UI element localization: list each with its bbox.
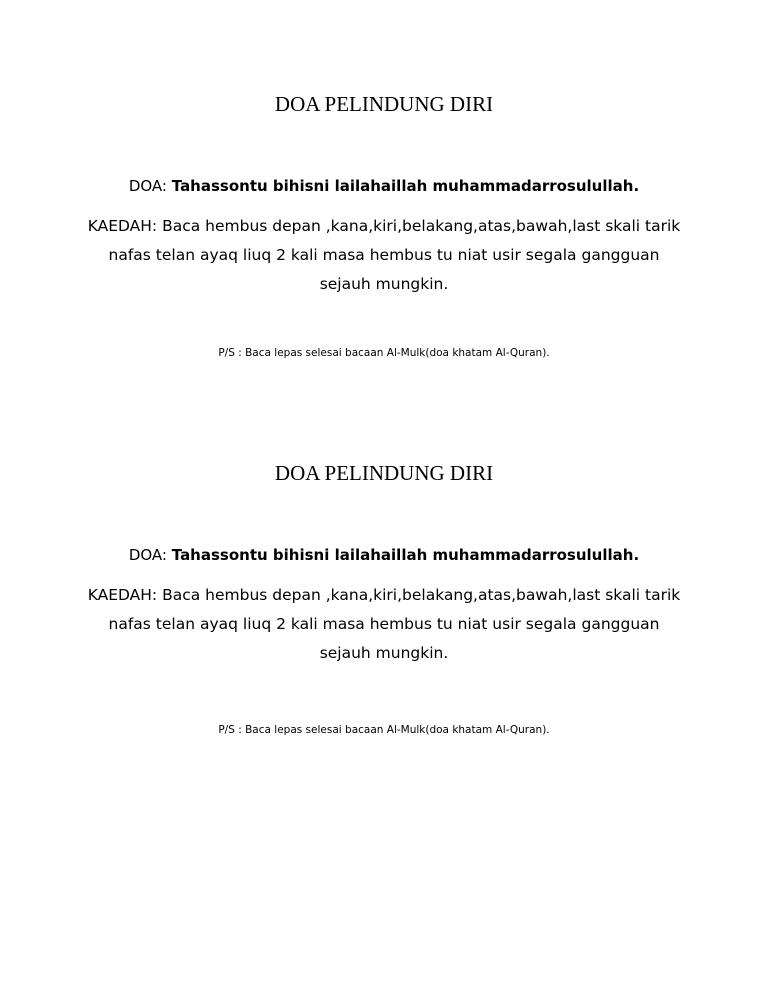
doa-text: Tahassontu bihisni lailahaillah muhammadarrosulullah. [171, 546, 640, 564]
kaedah-text: KAEDAH: Baca hembus depan ,kana,kiri,belakang,atas,bawah,last skali tarik nafas telan ayaq liuq 2 kali masa hembus tu niat usir segala gangguan sejauh mungkin. [87, 217, 681, 293]
doa-block-2 [0, 461, 768, 485]
doa-text: Tahassontu bihisni lailahaillah muhammadarrosulullah. [171, 177, 640, 195]
doa-title: DOA PELINDUNG DIRI [274, 461, 494, 485]
doa-text-line [0, 176, 768, 196]
ps-text: P/S : Baca lepas selesai bacaan Al-Mulk(doa khatam Al-Quran). [218, 347, 550, 359]
doa-title: DOA PELINDUNG DIRI [274, 92, 494, 116]
doa-label: DOA: [128, 177, 172, 195]
doa-text-line [0, 545, 768, 565]
doa-label: DOA: [128, 546, 172, 564]
kaedah-text: KAEDAH: Baca hembus depan ,kana,kiri,belakang,atas,bawah,last skali tarik nafas telan ayaq liuq 2 kali masa hembus tu niat usir segala gangguan sejauh mungkin. [87, 586, 681, 662]
doa-line-1 [0, 176, 768, 196]
ps-note-1 [0, 346, 768, 360]
ps-text: P/S : Baca lepas selesai bacaan Al-Mulk(doa khatam Al-Quran). [218, 724, 550, 736]
doa-block-1 [0, 92, 768, 116]
kaedah-paragraph-1 [0, 212, 768, 299]
ps-note-2 [0, 723, 768, 737]
doa-line-2 [0, 545, 768, 565]
kaedah-paragraph-2 [0, 581, 768, 668]
